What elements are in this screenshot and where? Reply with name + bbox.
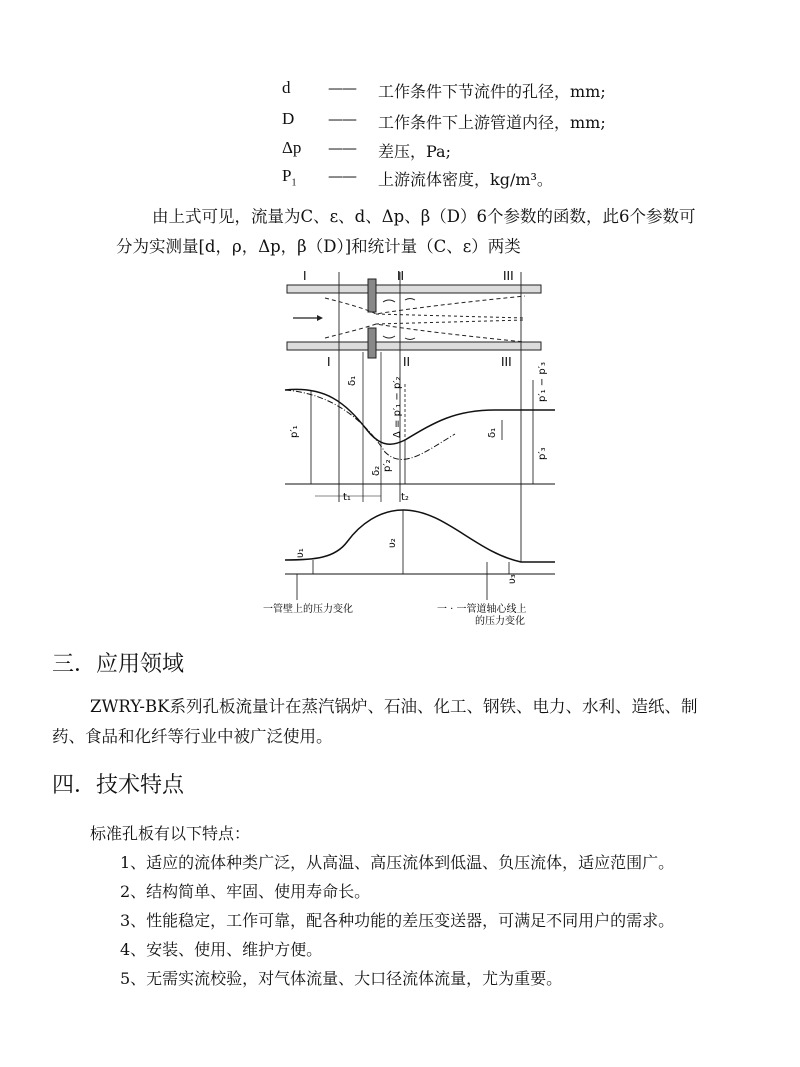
def-text-p1: 上游流体密度，kg/m³。 [378, 170, 553, 189]
orifice-plate-bottom [368, 328, 376, 358]
list-item: 4、安装、使用、维护方便。 [120, 940, 323, 959]
label-p1-minus-p3: p′₁ − p′₃ [537, 362, 548, 402]
list-item: 2、结构简单、牢固、使用寿命长。 [120, 882, 371, 901]
velocity-curve [285, 510, 555, 562]
list-item: 5、无需实流校验，对气体流量、大口径流体流量，尤为重要。 [120, 969, 563, 988]
def-symbol-p1-sub: 1 [291, 177, 297, 189]
wall-pressure-curve [285, 389, 555, 444]
section-label-I-mid: I [327, 355, 331, 369]
section3-line2: 药、食品和化纤等行业中被广泛使用。 [52, 727, 333, 746]
label-v1: υ₁ [295, 548, 306, 558]
label-t2: t₂ [401, 492, 409, 503]
label-t1: t₁ [343, 492, 351, 503]
label-p1: p′₁ [289, 425, 300, 438]
pipe-bottom-wall [287, 342, 541, 350]
paragraph-line: 分为实测量[d，ρ，Δp，β（D）]和统计量（C、ε）两类 [116, 237, 521, 256]
def-text-dp: 差压，Pa; [378, 142, 451, 161]
label-p3: p′₃ [537, 447, 548, 460]
section-label-III-top: III [503, 269, 514, 283]
def-symbol-p1 [282, 166, 296, 188]
label-delta1: δ₁ [347, 375, 358, 386]
legend-axis-pressure-2: 的压力变化 [475, 616, 525, 627]
paragraph-line: 由上式可见，流量为C、ε、d、Δp、β（D）6个参数的函数，此6个参数可 [152, 207, 696, 226]
legend-axis-pressure-1: 一 · 一管道轴心线上 [437, 604, 527, 615]
section3-line1: ZWRY-BK系列孔板流量计在蒸汽锅炉、石油、化工、钢铁、电力、水利、造纸、制 [90, 697, 698, 716]
def-symbol-p1-main: P [282, 166, 292, 185]
def-symbol-dp: Δp [282, 138, 302, 157]
list-item: 1、适应的流体种类广泛，从高温、高压流体到低温、负压流体，适应范围广。 [120, 853, 675, 872]
list-item: 3、性能稳定，工作可靠，配各种功能的差压变送器，可满足不同用户的需求。 [120, 911, 675, 930]
def-dash: —— [328, 139, 356, 157]
orifice-plate-top [368, 279, 376, 312]
legend-wall-pressure: 一管壁上的压力变化 [263, 604, 353, 615]
section4-intro: 标准孔板有以下特点： [90, 824, 251, 843]
def-dash: —— [328, 167, 356, 185]
axis-pressure-curve [285, 390, 455, 459]
section3-heading: 三．应用领域 [52, 652, 185, 677]
orifice-pressure-diagram [255, 262, 555, 634]
label-delta2: δ₂ [371, 465, 382, 476]
pipe-top-wall [287, 285, 541, 293]
label-v2: υ₂ [387, 538, 398, 548]
def-symbol-d: d [282, 78, 291, 97]
label-pdiff: Δ = p′₁ − p′₂ [392, 376, 403, 438]
def-symbol-D: D [282, 109, 295, 128]
section-label-I-top: I [303, 269, 307, 283]
label-p2: p′₂ [382, 459, 393, 472]
section-label-II-top: II [397, 269, 405, 283]
def-dash: —— [328, 79, 356, 97]
def-text-D: 工作条件下上游管道内径，mm; [378, 113, 606, 132]
section-label-III-mid: III [501, 355, 512, 369]
section4-heading: 四．技术特点 [52, 773, 185, 798]
label-v3: υ₃ [507, 574, 518, 584]
def-dash: —— [328, 110, 356, 128]
flow-arrow-icon [317, 315, 323, 321]
def-text-d: 工作条件下节流件的孔径，mm; [378, 82, 606, 101]
label-delta1-right: δ₁ [487, 427, 498, 438]
section-label-II-mid: II [403, 355, 411, 369]
